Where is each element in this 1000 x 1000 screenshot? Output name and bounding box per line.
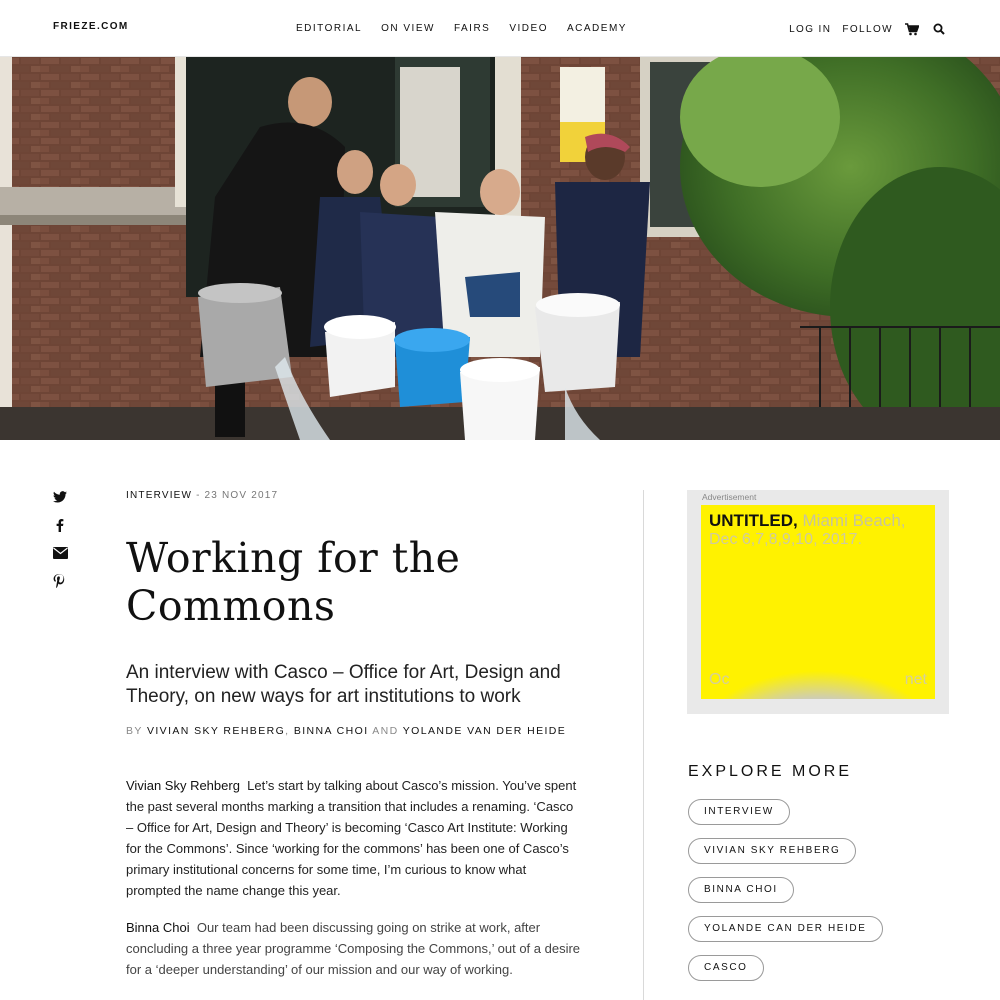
- explore-heading: EXPLORE MORE: [688, 763, 853, 780]
- article-date: 23 NOV 2017: [204, 490, 279, 501]
- twitter-icon[interactable]: [53, 490, 69, 506]
- article-paragraph: [126, 917, 581, 980]
- ad-label: Advertisement: [702, 492, 757, 502]
- nav-on-view[interactable]: ON VIEW: [381, 23, 435, 34]
- search-icon[interactable]: [931, 21, 947, 37]
- nav-video[interactable]: VIDEO: [509, 23, 548, 34]
- nav-fairs[interactable]: FAIRS: [453, 23, 491, 34]
- byline-by: BY: [126, 725, 143, 737]
- explore-more: [688, 763, 883, 981]
- article-paragraph: [126, 775, 581, 901]
- email-icon[interactable]: [53, 546, 69, 562]
- advertisement[interactable]: [687, 490, 949, 714]
- ad-brand: [709, 511, 906, 531]
- cart-icon[interactable]: [904, 21, 920, 37]
- byline-comma: ,: [285, 725, 290, 737]
- hero-photo: [0, 57, 1000, 440]
- speaker-name: Binna Choi: [126, 920, 190, 935]
- tag-yolande-van-der-heide[interactable]: YOLANDE CAN DER HEIDE: [688, 916, 883, 942]
- site-logo[interactable]: FRIEZE.COM: [53, 21, 129, 32]
- speaker-name: Vivian Sky Rehberg: [126, 778, 240, 793]
- ad-location: Miami Beach,: [802, 511, 906, 530]
- nav-academy[interactable]: ACADEMY: [566, 23, 627, 34]
- pinterest-icon[interactable]: [53, 574, 69, 590]
- tag-binna-choi[interactable]: BINNA CHOI: [688, 877, 794, 903]
- byline-and: AND: [372, 725, 399, 737]
- article-title-line2: Commons: [126, 582, 336, 630]
- ad-footer-left: Oc: [709, 671, 730, 688]
- author-link-3[interactable]: YOLANDE VAN DER HEIDE: [402, 725, 567, 737]
- article-meta: [126, 490, 596, 501]
- tag-list: [688, 799, 883, 981]
- tag-casco[interactable]: CASCO: [688, 955, 764, 981]
- site-header: [0, 0, 1000, 57]
- account-nav: [789, 21, 947, 37]
- author-link-2[interactable]: BINNA CHOI: [293, 725, 369, 737]
- paragraph-text: Our team had been discussing going on strike at work, after concluding a three year programme ‘Composing the Commons,’ out of a desire for a ‘deeper understanding’ of our mission and our way of working.: [126, 920, 581, 977]
- article: [126, 490, 596, 980]
- paragraph-text: Let’s start by talking about Casco’s mission. You’ve spent the past several months marking a transition that includes a renaming. ‘Casco – Office for Art, Design and Theory’ is becoming ‘Casco Art Institute: Working for the Commons’. Since ‘working for the commons’ has been one of Casco’s primary institutional concerns for some time, I’m curious to know what prompted the name change this year.: [126, 778, 577, 898]
- category-label[interactable]: INTERVIEW: [126, 490, 193, 501]
- facebook-icon[interactable]: [53, 518, 69, 534]
- article-title-line1: Working for the: [126, 534, 461, 582]
- column-divider: [643, 490, 644, 1000]
- byline: [126, 725, 596, 737]
- nav-editorial[interactable]: EDITORIAL: [296, 23, 363, 34]
- tag-interview[interactable]: INTERVIEW: [688, 799, 790, 825]
- author-link-1[interactable]: VIVIAN SKY REHBERG: [146, 725, 286, 737]
- main-nav: [296, 23, 627, 34]
- ad-banner[interactable]: [701, 505, 935, 699]
- ad-dates: Dec 6,7,8,9,10, 2017.: [709, 531, 862, 548]
- meta-separator: -: [196, 490, 201, 501]
- ad-footer-right: net: [904, 671, 927, 688]
- tag-vivian-sky-rehberg[interactable]: VIVIAN SKY REHBERG: [688, 838, 856, 864]
- article-title: [126, 534, 596, 630]
- share-bar: [53, 490, 69, 590]
- ad-brand-name: UNTITLED,: [709, 511, 798, 530]
- article-subtitle: An interview with Casco – Office for Art, Design and Theory, on new ways for art institutions to work: [126, 662, 561, 707]
- follow-link[interactable]: FOLLOW: [842, 23, 893, 35]
- login-link[interactable]: LOG IN: [789, 23, 832, 35]
- ad-footer: [709, 671, 927, 689]
